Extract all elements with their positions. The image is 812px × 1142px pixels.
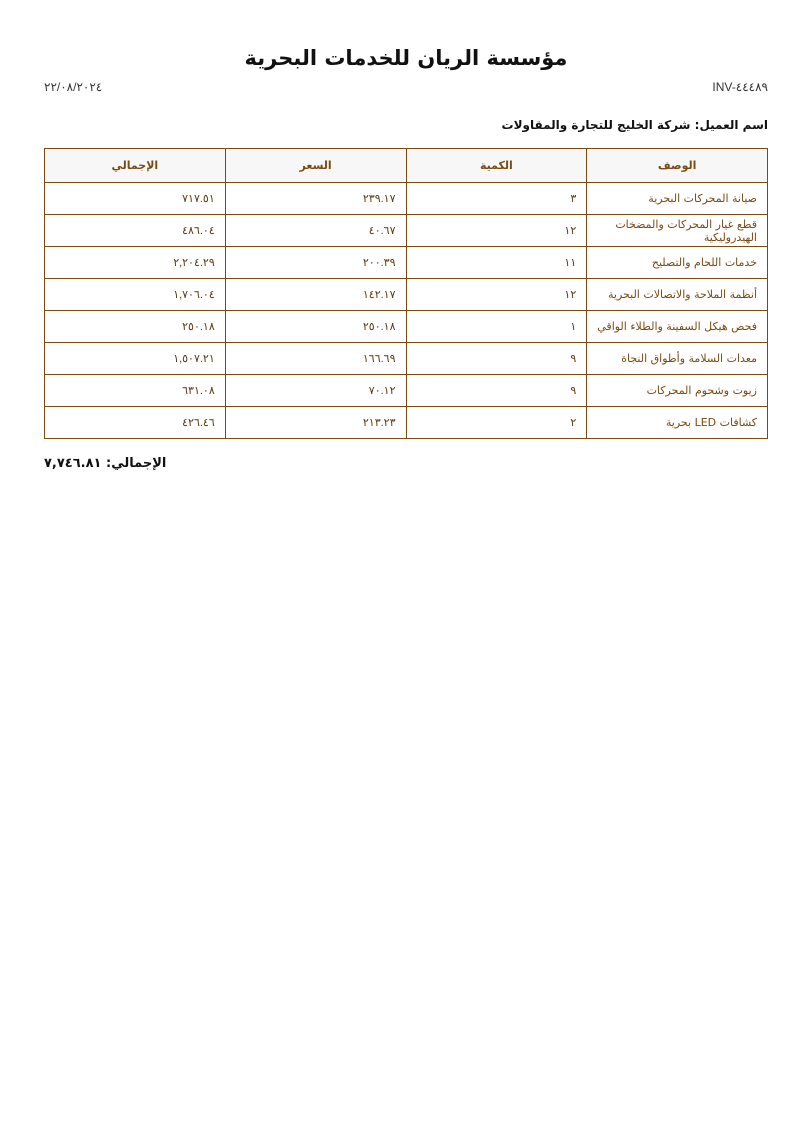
row-total: ٤٨٦.٠٤ [45,215,226,247]
table-row [45,247,768,279]
row-unit-price: ٢١٣.٢٣ [225,407,406,439]
invoice-date: ٢٢/٠٨/٢٠٢٤ [44,80,103,94]
table-row [45,343,768,375]
table-header-row [45,149,768,183]
table-row [45,183,768,215]
row-total: ٦٣١.٠٨ [45,375,226,407]
table-row [45,311,768,343]
customer-name: اسم العميل: شركة الخليج للتجارة والمقاولات [501,118,768,132]
row-total: ٧١٧.٥١ [45,183,226,215]
invoice-number: INV-٤٤٤٨٩ [712,80,768,94]
row-description: فحص هيكل السفينة والطلاء الواقي [587,311,768,343]
header-total: الإجمالي [45,149,226,183]
row-description: كشافات LED بحرية [587,407,768,439]
row-quantity: ٩ [406,343,587,375]
row-total: ١,٥٠٧.٢١ [45,343,226,375]
row-description: أنظمة الملاحة والاتصالات البحرية [587,279,768,311]
header-quantity: الكمية [406,149,587,183]
row-quantity: ٢ [406,407,587,439]
row-quantity: ٩ [406,375,587,407]
row-description: معدات السلامة وأطواق النجاة [587,343,768,375]
row-description: صيانة المحركات البحرية [587,183,768,215]
row-unit-price: ١٤٢.١٧ [225,279,406,311]
table-row [45,375,768,407]
row-unit-price: ٢٠٠.٣٩ [225,247,406,279]
header-description: الوصف [587,149,768,183]
row-quantity: ٣ [406,183,587,215]
row-unit-price: ٤٠.٦٧ [225,215,406,247]
table-row [45,407,768,439]
row-unit-price: ٧٠.١٢ [225,375,406,407]
row-description: خدمات اللحام والتصليح [587,247,768,279]
row-description: قطع غيار المحركات والمضخات الهيدروليكية [587,215,768,247]
row-unit-price: ١٦٦.٦٩ [225,343,406,375]
items-table [44,148,768,439]
company-title: مؤسسة الريان للخدمات البحرية [244,46,568,70]
row-total: ٤٢٦.٤٦ [45,407,226,439]
row-quantity: ١ [406,311,587,343]
row-quantity: ١١ [406,247,587,279]
row-quantity: ١٢ [406,279,587,311]
row-total: ٢,٢٠٤.٢٩ [45,247,226,279]
invoice-total: الإجمالي: ٧,٧٤٦.٨١ [44,456,167,471]
row-quantity: ١٢ [406,215,587,247]
table-row [45,215,768,247]
row-unit-price: ٢٥٠.١٨ [225,311,406,343]
header-unit-price: السعر [225,149,406,183]
row-total: ٢٥٠.١٨ [45,311,226,343]
row-total: ١,٧٠٦.٠٤ [45,279,226,311]
row-description: زيوت وشحوم المحركات [587,375,768,407]
row-unit-price: ٢٣٩.١٧ [225,183,406,215]
table-row [45,279,768,311]
invoice-meta-row [44,80,768,96]
